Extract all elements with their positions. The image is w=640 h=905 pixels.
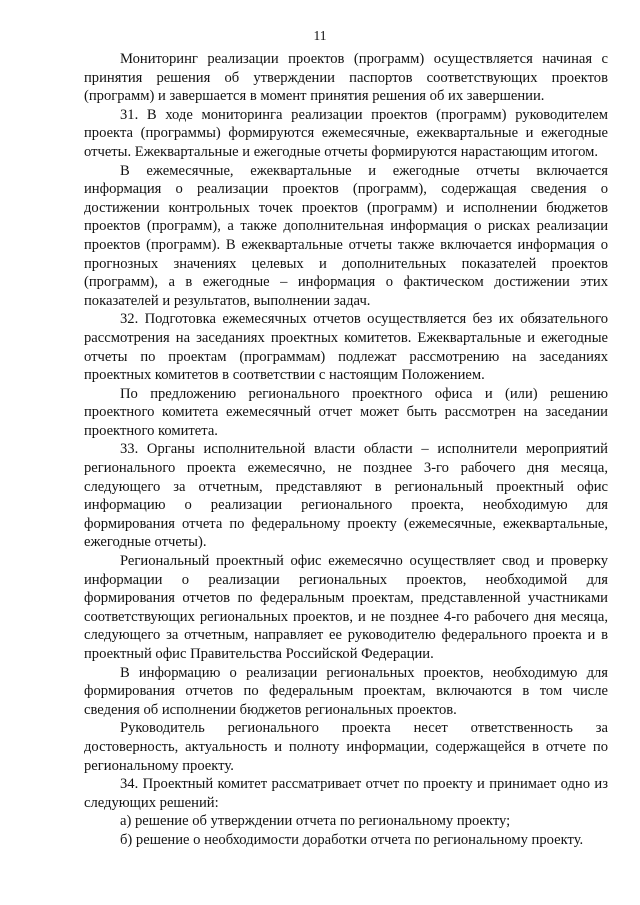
paragraph-project-head-responsibility: Руководитель регионального проекта несет ответственность за достоверность, актуальность и полноту информации, содержащейся в отчете по региональному проекту. [84,720,608,774]
paragraph-item-31: 31. В ходе мониторинга реализации проектов (программ) руководителем проекта (программы) формируются ежемесячные, ежеквартальные и ежегодные отчеты. Ежеквартальные и ежегодные отчеты формируются нарастающим итогом. [84,106,608,160]
list-item-decision-a: а) решение об утверждении отчета по региональному проекту; [120,813,511,830]
page-number: 11 [313,28,327,43]
paragraph-monitoring-period: Мониторинг реализации проектов (программ) осуществляется начиная с принятия решения об утверждении паспортов соответствующих проектов (программ) и завершается в момент принятия решения об их завершении. [84,51,608,105]
list-item-decision-b: б) решение о необходимости доработки отчета по региональному проекту. [120,831,584,848]
paragraph-item-32: 32. Подготовка ежемесячных отчетов осуществляется без их обязательного рассмотрения на заседаниях проектных комитетов. Ежеквартальные и ежегодные отчеты по проектам (программам) подлежат рассмотрению на заседаниях проектных комитетов в соответствии с настоящим Положением. [84,311,608,384]
paragraph-item-34: 34. Проектный комитет рассматривает отчет по проекту и принимает одно из следующих решений: [84,776,608,811]
paragraph-item-33: 33. Органы исполнительной власти области – исполнители мероприятий регионального проекта ежемесячно, не позднее 3-го рабочего дня месяца, следующего за отчетным, представляют в региональный проектный офис информацию о реализации регионального проекта, необходимую для формирования отчета по федеральному проекту (ежемесячные, ежеквартальные, ежегодные отчеты). [84,441,608,551]
paragraph-report-contents: В ежемесячные, ежеквартальные и ежегодные отчеты включается информация о реализации проектов (программ), содержащая сведения о достижении контрольных точек проектов (программ) и исполнении бюджетов проектов (программ), а также дополнительная информация о рисках реализации проектов (программ). В ежеквартальные отчеты также включается информация о прогнозных значениях целевых и дополнительных показателей проектов (программ), а в ежегодные – информация о фактическом достижении этих показателей и результатов, выполнении задач. [84,162,608,309]
document-body [84,50,608,850]
paragraph-monthly-report-review: По предложению регионального проектного офиса и (или) решению проектного комитета ежемесячный отчет может быть рассмотрен на заседании проектного комитета. [84,385,608,439]
paragraph-regional-office-consolidation: Региональный проектный офис ежемесячно осуществляет свод и проверку информации о реализации региональных проектов, необходимой для формирования отчетов по федеральным проектам, представленной участниками соответствующих региональных проектов, и не позднее 4-го рабочего дня месяца, следующего за отчетным, направляет ее руководителю федерального проекта и в проектный офис Правительства Российской Федерации. [84,553,608,662]
paragraph-budget-execution-info: В информацию о реализации региональных проектов, необходимую для формирования отчетов по федеральным проектам, включаются в том числе сведения об исполнении бюджетов региональных проектов. [84,664,608,718]
